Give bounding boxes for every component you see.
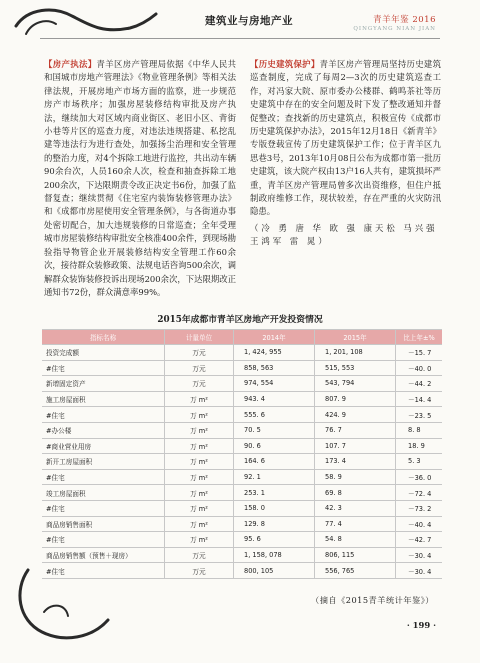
cell-unit: 万 m²	[165, 516, 234, 532]
cell-2015: 173. 4	[315, 454, 396, 470]
cell-change: －73. 2	[396, 500, 443, 516]
cell-indicator: #住宅	[42, 500, 165, 516]
cell-indicator: #住宅	[42, 469, 165, 485]
cell-unit: 万 m²	[165, 422, 234, 438]
cell-change: －30. 4	[396, 547, 443, 563]
cell-2014: 1, 424, 955	[234, 345, 315, 361]
cell-unit: 万 m²	[165, 438, 234, 454]
bottom-swirl-ornament	[8, 560, 138, 660]
cell-2015: 1, 201, 108	[315, 345, 396, 361]
cell-change: －36. 0	[396, 469, 443, 485]
cell-2015: 76. 7	[315, 422, 396, 438]
cell-2015: 42. 3	[315, 500, 396, 516]
header-unit: 计量单位	[165, 330, 234, 345]
author-byline-line-2: 王鸿军 雷 晁）	[250, 236, 330, 247]
cell-unit: 万元	[165, 376, 234, 392]
right-column	[250, 58, 441, 249]
cell-indicator: #住宅	[42, 360, 165, 376]
cell-unit: 万 m²	[165, 454, 234, 470]
cell-2015: 54. 8	[315, 532, 396, 548]
cell-2015: 556, 765	[315, 563, 396, 579]
cell-2015: 77. 4	[315, 516, 396, 532]
cell-change: 5. 3	[396, 454, 443, 470]
cell-change: －72. 4	[396, 485, 443, 501]
cell-indicator: #住宅	[42, 532, 165, 548]
table-row	[42, 516, 442, 532]
table-header-row	[42, 330, 442, 345]
source-note: （摘自《2015青羊统计年鉴》）	[311, 595, 434, 605]
investment-table	[42, 329, 442, 579]
table-row	[42, 500, 442, 516]
table-row	[42, 376, 442, 392]
cell-2014: 92. 1	[234, 469, 315, 485]
table-row	[42, 532, 442, 548]
page-number: · 199 ·	[406, 620, 436, 630]
table-title: 2015年成都市青羊区房地产开发投资情况	[157, 315, 323, 325]
cell-2014: 858, 563	[234, 360, 315, 376]
table-row	[42, 345, 442, 361]
left-column	[44, 58, 236, 299]
cell-change: －15. 7	[396, 345, 443, 361]
cell-indicator: 施工房屋面积	[42, 391, 165, 407]
cell-indicator: 投资完成额	[42, 345, 165, 361]
cell-unit: 万元	[165, 547, 234, 563]
cell-2014: 90. 6	[234, 438, 315, 454]
cell-change: 18. 9	[396, 438, 443, 454]
header-yearbook	[353, 13, 436, 32]
table-body	[42, 345, 442, 579]
cell-2015: 107. 7	[315, 438, 396, 454]
cell-2014: 1, 158, 078	[234, 547, 315, 563]
cell-change: －42. 7	[396, 532, 443, 548]
cell-2015: 515, 553	[315, 360, 396, 376]
cell-unit: 万 m²	[165, 469, 234, 485]
cell-2014: 800, 105	[234, 563, 315, 579]
cell-indicator: #办公楼	[42, 422, 165, 438]
author-byline	[250, 222, 441, 249]
table-row	[42, 469, 442, 485]
cell-change: －14. 4	[396, 391, 443, 407]
cell-2014: 555. 6	[234, 407, 315, 423]
cell-change: －40. 4	[396, 516, 443, 532]
table-row	[42, 391, 442, 407]
cell-unit: 万 m²	[165, 532, 234, 548]
author-byline-line-1: （冷 勇 唐 华 欧 强 康天松 马兴强	[250, 222, 438, 233]
yearbook-name: 青羊年鉴 2016	[373, 15, 436, 25]
cell-unit: 万 m²	[165, 391, 234, 407]
table-row	[42, 454, 442, 470]
historic-building-text: 青羊区房产管理局坚持历史建筑巡查制度，完成了每周2—3次的历史建筑巡查工作，对冯家大院、原市委办公楼群、鹤鸣茶社等历史建筑中存在的安全问题及时下发了整改通知并督促整改；查找新的历史建筑点，积极宣传《成都市历史建筑保护办法》，2015年12月18日《新青羊》专版登载宣传了历史建筑保护工作；位于青羊区九思巷3号，2013年10月08日公布为成都市第一批历史建筑，该大院产权由13户16人共有，建筑损坏严重，青羊区房产管理局曾多次出资维修，但住户抵制政府维修工作，现状较差，存在严重的火灾防汛隐患。	[250, 59, 442, 217]
cell-indicator: 竣工房屋面积	[42, 485, 165, 501]
cell-2014: 129. 8	[234, 516, 315, 532]
section-tag-historic-building: 【历史建筑保护】	[250, 59, 320, 69]
cell-change: －30. 4	[396, 563, 443, 579]
cell-2015: 543, 794	[315, 376, 396, 392]
cell-indicator: 商品房销售额（预售＋现房）	[42, 547, 165, 563]
cell-unit: 万 m²	[165, 407, 234, 423]
header-indicator: 指标名称	[42, 330, 165, 345]
table-row	[42, 360, 442, 376]
table-row	[42, 438, 442, 454]
section-tag-property-enforcement: 【房产执法】	[44, 59, 97, 69]
cell-indicator: 商品房销售面积	[42, 516, 165, 532]
cell-2014: 158. 0	[234, 500, 315, 516]
cell-2015: 807. 9	[315, 391, 396, 407]
header-2014: 2014年	[234, 330, 315, 345]
cell-2014: 164. 6	[234, 454, 315, 470]
header-2015: 2015年	[315, 330, 396, 345]
corner-swirl-ornament	[10, 4, 160, 48]
cell-2015: 58. 9	[315, 469, 396, 485]
cell-change: 8. 8	[396, 422, 443, 438]
cell-2014: 974, 554	[234, 376, 315, 392]
cell-2014: 95. 6	[234, 532, 315, 548]
cell-unit: 万元	[165, 345, 234, 361]
cell-indicator: 新开工房屋面积	[42, 454, 165, 470]
table-row	[42, 485, 442, 501]
property-enforcement-text: 青羊区房产管理局依据《中华人民共和国城市房地产管理法》《物业管理条例》等相关法律法规，开展房地产市场方面的监察，进一步规范房产市场秩序；加强房屋装修结构审批及房产执法，继续加大对区域内商业街区、老旧小区、背街小巷等片区的巡查力度，对违法违规搭建、私挖乱建等违法行为进行查处，加强扬尘治理和安全管理的整治力度，对4个拆除工地进行监控，共出动车辆90余台次，人员160余人次，检查和抽查拆除工地200余次，下达限期责令改正决定书6份，加强了监督复查；继续贯彻《住宅室内装饰装修管理办法》和《成都市房屋使用安全管理条例》，与各街道办事处密切配合，加大违规装修的日常巡查；全年受理城市房屋装修结构审批安全核准400余件，到现场勘验指导物管企业开展装修结构安全管理工作60余次，接待群众装修政策、法规电话咨询500余次，调解群众装饰装修投诉出现场200余次，下达限期改正通知书72份，群众满意率99%。	[44, 59, 237, 297]
header-change: 比上年±%	[396, 330, 443, 345]
yearbook-pinyin: QINGYANG NIAN JIAN	[353, 26, 436, 32]
cell-indicator: #住宅	[42, 563, 165, 579]
cell-change: －44. 2	[396, 376, 443, 392]
cell-unit: 万 m²	[165, 500, 234, 516]
cell-2014: 253. 1	[234, 485, 315, 501]
cell-unit: 万元	[165, 563, 234, 579]
header-divider	[40, 38, 440, 39]
cell-2014: 70. 5	[234, 422, 315, 438]
table-row	[42, 422, 442, 438]
cell-indicator: #商业营业用房	[42, 438, 165, 454]
cell-2015: 806, 115	[315, 547, 396, 563]
cell-2015: 424. 9	[315, 407, 396, 423]
cell-2014: 943. 4	[234, 391, 315, 407]
cell-change: －23. 5	[396, 407, 443, 423]
cell-unit: 万元	[165, 360, 234, 376]
header-section-title: 建筑业与房地产业	[205, 15, 293, 27]
table-row	[42, 407, 442, 423]
cell-indicator: 新增固定资产	[42, 376, 165, 392]
cell-unit: 万 m²	[165, 485, 234, 501]
cell-change: －40. 0	[396, 360, 443, 376]
cell-2015: 69. 8	[315, 485, 396, 501]
cell-indicator: #住宅	[42, 407, 165, 423]
